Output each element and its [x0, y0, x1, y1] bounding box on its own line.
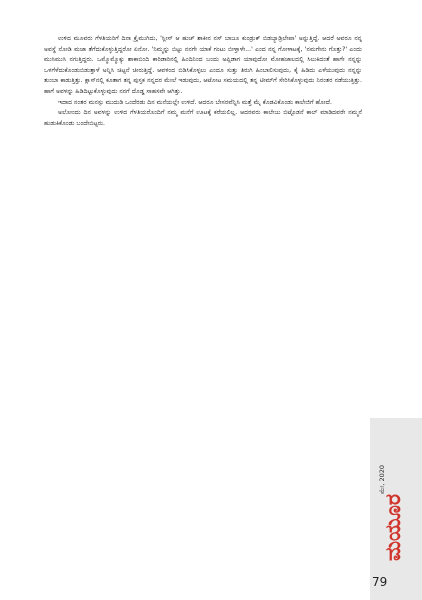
article-paragraph-2: ಇದಾದ ನಂತರ ಮನಸ್ಸು ಮುದುಡಿ ಒಂದೆರಡು ದಿನ ಮನೆಯಲ್ಲೇ ಉಳಿದೆ. ಆದರೂ ಬೇಸರವೆನ್ನಿಸಿ ಮತ್ತೆ ಮೈ ಕೊಡವಿಕೊಂಡು ಕಾಲೇಜಿಗೆ ಹೋದೆ.: [58, 98, 332, 106]
magazine-logo: [374, 493, 412, 561]
article-paragraph-3: ಅಲೋಂದು ದಿನ ಅವಳನ್ನು ಉಳಿದ ಗೆಳತಿಯರೊಂದಿಗೆ ನಮ್ಮ ಮನೆಗೆ ಊಟಕ್ಕೆ ಕರೆಯಲಿಲ್ಲ. ಆದರವರು ಕಾಲೇಜು ಬಿಟ್ಟೊಡನೆ ಕಾಲ್ ಮಾಡಿದವರೇ ನಮ್ಮನೆ ಹುಡುಕಿಕೊಂಡು ಬಂದೇಬಿಟ್ಟರು.: [44, 109, 362, 127]
article-paragraph-1: ಉಳಿದ ಮೂವರು ಗೆಳತಿಯರಿಗೆ ದಿನಾ ಕ್ರೈಮುಗಿದು, 'ಸ್ಲೀಸ್ ಆ ಹುಚ್ ಶಾಕೀನ ನಸ್ ಬಾಜೂ ಕುಂಡ್ರುಕ್ ಬಿಡಬ್ಯಾಡ್ರಿಲೇಪಾ' ಅನ್ನುತ್ತಿದ್ದೆ. ಆದರೆ ಅವರೂ ನನ್ನ ಅವಸ್ಥೆ ನೋಡಿ ಮಜಾ ತೆಗೆದುಕೊಳ್ಳುತ್ತಿದ್ದರೋ ಏನೋ. 'ನಿಮ್ಮನ್ನು ಬಿಟ್ಟು ನನಗೇ ಯಾಕೆ ಗಂಟು ಬೀಳ್ತಾಳೇ...' ಎಂದ ನನ್ನ ಗೋಳಾಟಕ್ಕೆ, 'ನಮಗೇನು ಗೊತ್ತು?' ಎಂದು ಮುಸಿಮುಸಿ ನಗುತ್ತಿದ್ದರು. ಒಮ್ಮೊಮ್ಮೊಕ್ಕು ಶಾಕಾಬಿಂದಿ ಕಾರಿಡಾರಿನಲ್ಲಿ ಹಿಂದಿನಿಂದ ಬಂದು ಅಪ್ಪಿಡಾಗ ಯಾವುದೋ ಮೋಹಜಾಲದಲ್ಲಿ ಸಿಲುಕಿದಂತೆ ಹಾಗೇ ನನ್ನನ್ನು ಒಳಗೆಳೆದುಕೊಂಡುಬಿಡುತ್ತಾಳೆ ಅನ್ನಿಸಿ ಚಿಟ್ಟನೆ ಚೀರುತ್ತಿದ್ದೆ. ಆವಳಿಂದ ಬಿಡಿಸಿಕೊಳ್ಳಲು ಎಂದೂ ಸುತ್ತು ತಿರುಗಿ ಹಿಂಬಾಲಿಸುವುದು, ಕೈ ಹಿಡಿದು ಎಳೆಯುವುದು ನನ್ನನ್ನು ತುಂಬಾ ಕಾಡುತ್ತಿತ್ತು. ಕ್ಲಾಸ್‌ನಲ್ಲಿ ಕೂತಾಗ ತನ್ನ ಪುಸ್ತಕ ನನ್ನದರ ಮೇಲೆ ಇಡುವುದು, ಆಟೋಟ ಸಮಯದಲ್ಲಿ ತನ್ನ ಟೀಮ್‌ಗೆ ಸೇರಿಸಿಕೊಳ್ಳುವುದು ನಿರಂತರ ನಡೆಯುತ್ತಿತ್ತು. ಹಾಗೆ ಅವಳನ್ನು ಹಿಡಿದಿಟ್ಟುಕೊಳ್ಳುವುದು ನನಗೆ ದೊಡ್ಡ ಸಾಹಸವೇ ಆಗಿತ್ತು.: [44, 35, 362, 95]
magazine-logo-text: ಮಯೂರ: [380, 493, 405, 561]
issue-date-container: [378, 452, 390, 494]
page-number: 79: [372, 575, 388, 589]
article-body: [44, 34, 362, 566]
issue-date: ಮೇ, 2020: [378, 465, 386, 494]
